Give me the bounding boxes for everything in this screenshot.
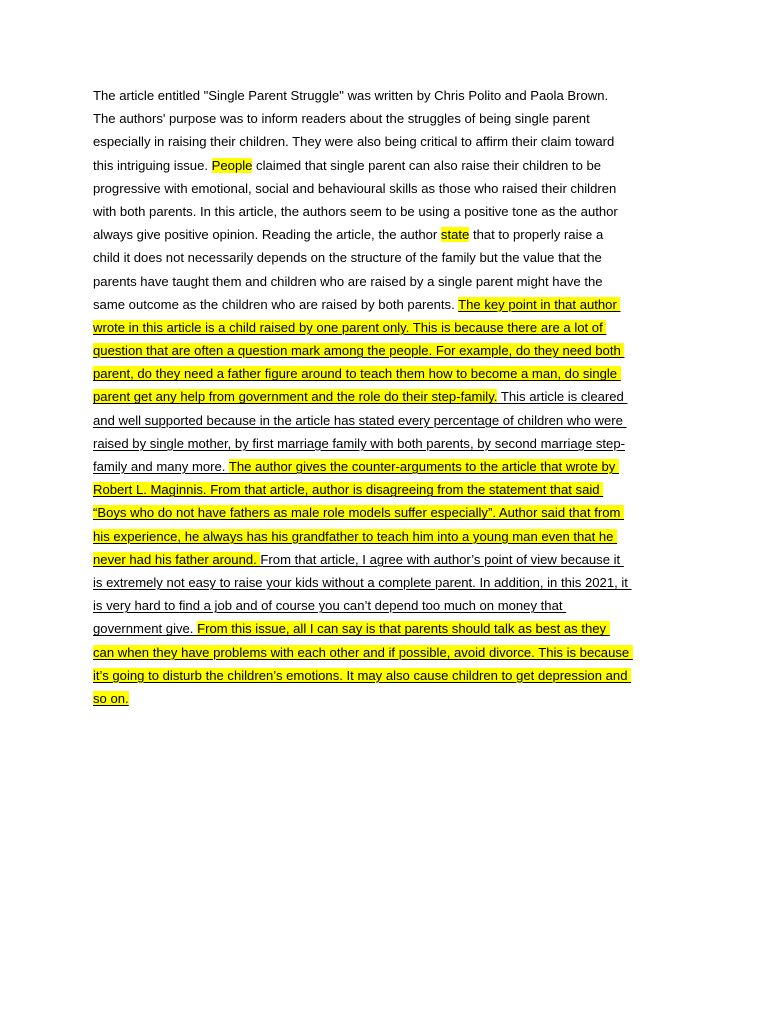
highlighted-text: can when they have problems with each other and if possible, avoid divorce. This is because [93, 644, 633, 660]
text-segment: child it does not necessarily depends on the structure of the family but the value that the [93, 250, 602, 266]
text-line [93, 130, 683, 153]
text-line [93, 641, 683, 664]
text-segment: progressive with emotional, social and behavioural skills as those who raised their children [93, 180, 617, 196]
text-line [93, 316, 683, 339]
text-line [93, 339, 683, 362]
highlighted-text: “Boys who do not have fathers as male role models suffer especially”. Author said that from [93, 505, 625, 521]
text-line [93, 107, 683, 130]
text-line [93, 525, 683, 548]
text-line [93, 478, 683, 501]
text-line [93, 455, 683, 478]
text-line [93, 246, 683, 269]
highlighted-text: People [211, 157, 253, 173]
text-line [93, 293, 683, 316]
text-segment: From that article, I agree with author’s point of view because it [260, 551, 624, 567]
text-segment: government give. [93, 621, 198, 637]
text-segment: parents have taught them and children who are raised by a single parent might have the [93, 273, 603, 289]
highlighted-text: never had his father around. [93, 551, 261, 567]
highlighted-text: The key point in that author [458, 296, 621, 312]
highlighted-text: his experience, he always has his grandfather to teach him into a young man even that he [93, 528, 618, 544]
text-segment: same outcome as the children who are raised by both parents. [93, 296, 459, 312]
highlighted-text: state [440, 227, 470, 243]
text-line [93, 501, 683, 524]
text-line [93, 432, 683, 455]
text-segment: is very hard to find a job and of course you can’t depend too much on money that [93, 598, 567, 614]
text-segment: The authors' purpose was to inform readers about the struggles of being single parent [93, 111, 590, 127]
highlighted-text: it’s going to disturb the children’s emotions. It may also cause children to get depression and [93, 667, 632, 683]
highlighted-text: From that article, author is disagreeing from the statement that said [210, 482, 604, 498]
text-line [93, 594, 683, 617]
text-line [93, 548, 683, 571]
text-segment: family and many more. [93, 459, 229, 474]
text-segment: claimed that single parent can also raise their children to be [252, 157, 602, 173]
text-segment: this intriguing issue. [93, 157, 212, 173]
highlighted-text: From this issue, all I can say is that parents should talk as best as they [197, 621, 610, 637]
text-segment: with both parents. In this article, the authors seem to be using a positive tone as the author [93, 203, 618, 219]
highlighted-text: The author gives the counter-arguments to the article that wrote by [228, 459, 619, 474]
text-line [93, 362, 683, 385]
text-line [93, 200, 683, 223]
text-line [93, 84, 683, 107]
text-line [93, 270, 683, 293]
text-line [93, 571, 683, 594]
text-line [93, 617, 683, 640]
text-segment: The article entitled "Single Parent Struggle" was written by Chris Polito and Paola Brown. [93, 88, 609, 103]
text-line [93, 223, 683, 246]
text-segment: and well supported because in the article has stated every percentage of children who were [93, 412, 627, 428]
text-line [93, 177, 683, 200]
highlighted-text: so on. [93, 690, 129, 706]
text-line [93, 664, 683, 687]
highlighted-text: question that are often a question mark among the people. For example, do they need both [93, 343, 625, 359]
text-segment: is extremely not easy to raise your kids without a complete parent. In addition, in this 2021, it [93, 574, 632, 590]
text-segment: This article is cleared [497, 389, 628, 405]
article-text [93, 84, 683, 710]
highlighted-text: wrote in this article is a child raised by one parent only. This is because there are a lot of [93, 319, 607, 335]
text-line [93, 687, 683, 710]
text-segment: especially in raising their children. They were also being critical to affirm their claim toward [93, 134, 615, 150]
text-line [93, 409, 683, 432]
highlighted-text: parent get any help from government and the role do their step-family. [93, 389, 498, 405]
text-segment: raised by single mother, by first marriage family with both parents, by second marriage step- [93, 435, 625, 451]
highlighted-text: Robert L. Maginnis. [93, 482, 211, 498]
highlighted-text: parent, do they need a father figure around to teach them how to become a man, do single [93, 366, 621, 382]
text-line [93, 154, 683, 177]
text-segment: that to properly raise a [469, 227, 604, 243]
text-line [93, 385, 683, 408]
text-segment: always give positive opinion. Reading the article, the author [93, 227, 441, 243]
